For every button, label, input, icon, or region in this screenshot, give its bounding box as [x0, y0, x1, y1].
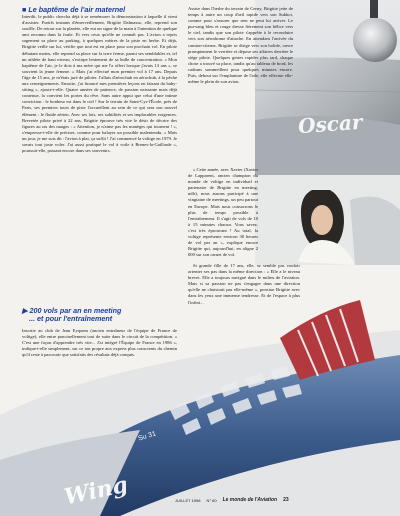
- article-column-left-lower: [22, 307, 177, 359]
- aircraft-fuselage-code: Su 31: [137, 430, 157, 443]
- pilot-photo: [255, 175, 400, 265]
- propeller-spinner: [353, 18, 397, 62]
- article-paragraph: Inscrite au club de Jean Eyquem (ancien entraîneur de l'équipe de France de voltige), elle entre ponctuellement tout de suite dans le circuit de la compétition. « C'est une façon d'apprendre très vite... J'ai intégré l'Équipe de France en 1986 », indique-t-elle simplement, sur ce ton propre aux experts plus conscients du chemin qu'il reste à parcourir que satisfaits des résultats déjà conquis.: [22, 328, 177, 358]
- article-paragraph: Si grande fille de 17 ans, elle, se semble pas vouloir orienter ses pas dans la même direction : « Elle a le niveau brevet. Elle a toujours navigué dans le milieu de l'aviation. Mais si sa passion ne pas s'engager dans une direction qu'elle ne choisirait pas elle-même », ponctue Brigitte avec dans les yeux une immense tendresse. Et de l'espace à plus l'infini...: [188, 263, 300, 305]
- page-number: 23: [283, 497, 289, 503]
- footer-magazine-title: Le monde de l'Aviation: [222, 497, 278, 503]
- article-paragraph: « Cette année, avec Xavier (Xavier de Lapparent, ancien champion du monde de voltige en individuel et partenaire de Brigitte en meeting, ndlr), nous aurons participé à une vingtaine de meetings, un peu partout en Europe. Mais nous consacrons le plus de temps possible à l'entraînement. Il s'agit de vols de 10 à 15 minutes chacun. Vous savez, c'est très éprouvant ! Au total, la voltige représente environ 30 heures de vol par an », explique encore Brigitte qui, aujourd'hui, en aligne 2 000 sur son carnet de vol.: [188, 167, 258, 258]
- section-heading-maternal-flight: ■ Le baptême de l'air maternel: [22, 5, 126, 14]
- article-column-right-mid: [188, 167, 258, 259]
- article-paragraph: Interdit, le public chercha déjà à se remémorer la démonstration à laquelle il vient d'assister. Furtifs instants d'émerveillement, Brigitte Dalmasso, elle, reprend son souffle. De retour sur la planète, elle eut un signe de la main à l'intention de quelque ami reconnu dans la foule. Et vers ceux qu'elle ne connaît pas. L'avion a repris sagement sa place au parking, à quelques mètres de la piste en herbe. Et déjà, Brigitte veille sur lui, vérifie que tout est en place pour son prochain vol. En pilote débutant moins, elle reprend sa place sur la terre ferme, parmi ses semblables et, tel un athlète de haut niveau, s'extirpe lentement de sa bulle de concentration. « Mon baptême de l'air, je le dois à ma mère qui me l'a offert lorsque j'avais 13 ans », se souvient la jeune femme. « Mais j'ai effectué mon premier vol à 17 ans. Depuis l'âge de 15 ans, je m'étais juré de piloter. J'allais d'aérochub en aérochub, à la pêche aux renseignements. Ensuite, j'ai financé mes premières leçons en faisant du baby-sitting », ajoute-t-elle. Quatre années de patience, de passion naissante mais déjà contenue, la convient les portes du rêve. Sans autre appui que celui d'une intime conviction : le bonheur est dans le ciel ! Sur le terrain de Saint-Cyr-l'École, près de Paris, ses premiers tours de piste l'accueillent au sein de ce qui sera son nouvel élément : le fluide aérien. Avec ses lois, ses subtilités et ses implacables exigences. Brevetée pilote privé à 22 ans, Brigitte éprouve très vite le désir de décrire des figures au ras des nuages : « Attention, je n'aime pas les manèges qui tournent ! », s'empresse-t-elle de préciser, comme pour balayer un possible malentendu. « Mais un jour, je me suis dit : l'avion à plat, ça suffit ! J'ai commencé la voltige en 1979. Je savais tout juste voler. J'ai aussi pratiqué le vol à voile à Brenes-la-Gaillarde », poursuit-elle, passant encore dans ses souvenirs.: [22, 14, 177, 154]
- section-subheading-training: ... et pour l'entraînement: [29, 314, 113, 323]
- aircraft-wing-script: Wing: [61, 471, 131, 511]
- article-paragraph: Assise dans l'herbe du terrain de Cerny, Brigitte jette de temps à autre un coup d'œil rapide vers son Sukhoi, comme pour s'assurer que rien ne peut lui arriver. Le pur-sang bleu et rouge dresse fièrement son hélice vers le ciel, tandis que son pilote s'apprête à le reconduire vers son aérodrome d'attache. En attendant l'arrivée du camion-citerne, Brigitte se dirige vers son bolide, ouvre promptement le verrière et dépose ses affaires derrière le siège pilote. Quelques gestes rapides plus tard, chaque chose a trouvé sa place, tandis qu'au tableau de bord, les cadrans sommeillent pour quelques minutes encore. Puis, debout sur l'emplanture de l'aile, elle effectue elle-même le plein de son avion.: [188, 6, 293, 85]
- article-column-left: [22, 6, 177, 155]
- footer-date: JUILLET 1998: [175, 497, 201, 503]
- section-heading-200-flights: ▶ 200 vols par an en meeting: [22, 306, 122, 315]
- aircraft-nose-script: Oscar: [297, 109, 364, 139]
- article-column-right: [188, 6, 293, 86]
- article-column-right-lower: [188, 263, 300, 307]
- page-footer: [175, 495, 375, 505]
- footer-issue: N° 60: [206, 497, 217, 503]
